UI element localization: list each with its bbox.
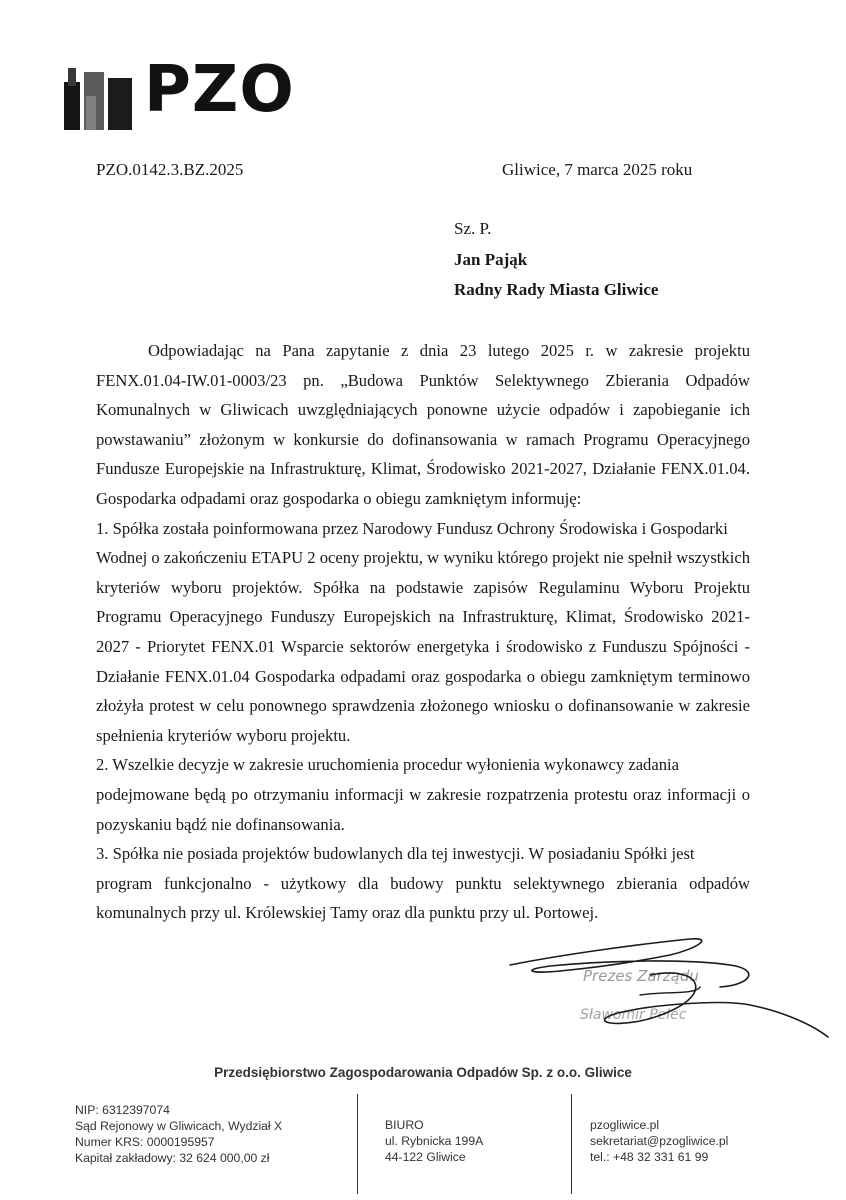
- list-item-continuation: Wodnej o zakończeniu ETAPU 2 oceny projektu, w wyniku którego projekt nie spełnił wszystkich kryteriów wyboru projektów. Spółka na podstawie zapisów Regulaminu Wyboru Projektu Programu Operacyjnego Funduszy Europejskich na Infrastrukturę, Klimat, Środowisko 2021-2027 - Priorytet FENX.01 Wsparcie sektorów energetyka i środowisko z Funduszu Spójności - Działanie FENX.01.04 Gospodarka odpadami oraz gospodarka o obiegu zamkniętym terminowo złożyła protest w celu ponownego sprawdzenia złożonego wniosku o dofinansowanie w zakresie spełnienia kryteriów wyboru projektu.: [96, 548, 750, 745]
- signature-stamp-name: Sławomir Pelec: [580, 1007, 687, 1023]
- recipient-title: Radny Rady Miasta Gliwice: [454, 280, 659, 299]
- document-reference: PZO.0142.3.BZ.2025: [96, 160, 244, 179]
- list-item: [96, 839, 750, 869]
- footer-website-link[interactable]: pzogliwice.pl: [590, 1118, 660, 1132]
- footer-contact: [590, 1117, 728, 1165]
- handwritten-signature-icon: [490, 925, 830, 1050]
- company-name: Przedsiębiorstwo Zagospodarowania Odpadów Sp. z o.o. Gliwice: [214, 1065, 632, 1080]
- recipient-name: Jan Pająk: [454, 250, 528, 269]
- footer-court: Sąd Rejonowy w Gliwicach, Wydział X: [75, 1119, 283, 1133]
- footer-office-address: [385, 1117, 483, 1165]
- company-logo: [62, 53, 322, 136]
- footer-city: 44-122 Gliwice: [385, 1150, 466, 1164]
- letter-body: [96, 336, 750, 928]
- list-item: [96, 514, 750, 544]
- logo-wordmark: PZO: [144, 53, 295, 127]
- list-item-first-line: 1. Spółka została poinformowana przez Narodowy Fundusz Ochrony Środowiska i Gospodarki: [96, 518, 728, 538]
- place-and-date: Gliwice, 7 marca 2025 roku: [502, 160, 693, 179]
- list-item-first-line: 3. Spółka nie posiada projektów budowlanych dla tej inwestycji. W posiadaniu Spółki jest: [96, 844, 695, 864]
- footer-registration-info: [75, 1102, 282, 1166]
- footer-nip: NIP: 6312397074: [75, 1103, 170, 1117]
- list-item-first-line: 2. Wszelkie decyzje w zakresie uruchomienia procedur wyłonienia wykonawcy zadania: [96, 755, 679, 775]
- footer-office-label: BIURO: [385, 1118, 424, 1132]
- footer-phone: tel.: +48 32 331 61 99: [590, 1150, 709, 1164]
- footer-divider: [571, 1094, 572, 1194]
- footer-capital: Kapitał zakładowy: 32 624 000,00 zł: [75, 1151, 270, 1165]
- list-item: [96, 750, 750, 780]
- signature-stamp-role: Prezes Zarządu: [583, 967, 699, 985]
- list-item-continuation: program funkcjonalno - użytkowy dla budowy punktu selektywnego zbierania odpadów komunalnych przy ul. Królewskiej Tamy oraz dla punktu przy ul. Portowej.: [96, 873, 750, 923]
- intro-paragraph: Odpowiadając na Pana zapytanie z dnia 23 lutego 2025 r. w zakresie projektu FENX.01.04-IW.01-0003/23 pn. „Budowa Punktów Selektywnego Zbierania Odpadów Komunalnych w Gliwicach uwzględniających ponowne użycie odpadów i zapobieganie ich powstawaniu” złożonym w konkursie do dofinansowania w ramach Programu Operacyjnego Fundusze Europejskie na Infrastrukturę, Klimat, Środowisko 2021-2027, Działanie FENX.01.04. Gospodarka odpadami oraz gospodarka o obiegu zamkniętym informuję:: [96, 341, 750, 508]
- footer-email-link[interactable]: sekretariat@pzogliwice.pl: [590, 1134, 729, 1148]
- list-item-continuation: podejmowane będą po otrzymaniu informacji w zakresie rozpatrzenia protestu oraz informacji o pozyskaniu bądź nie dofinansowania.: [96, 784, 750, 834]
- footer-krs: Numer KRS: 0000195957: [75, 1135, 215, 1149]
- footer-street: ul. Rybnicka 199A: [385, 1134, 484, 1148]
- footer-divider: [357, 1094, 358, 1194]
- recipient-salutation: Sz. P.: [454, 219, 492, 238]
- logo-mark-icon: [62, 68, 136, 130]
